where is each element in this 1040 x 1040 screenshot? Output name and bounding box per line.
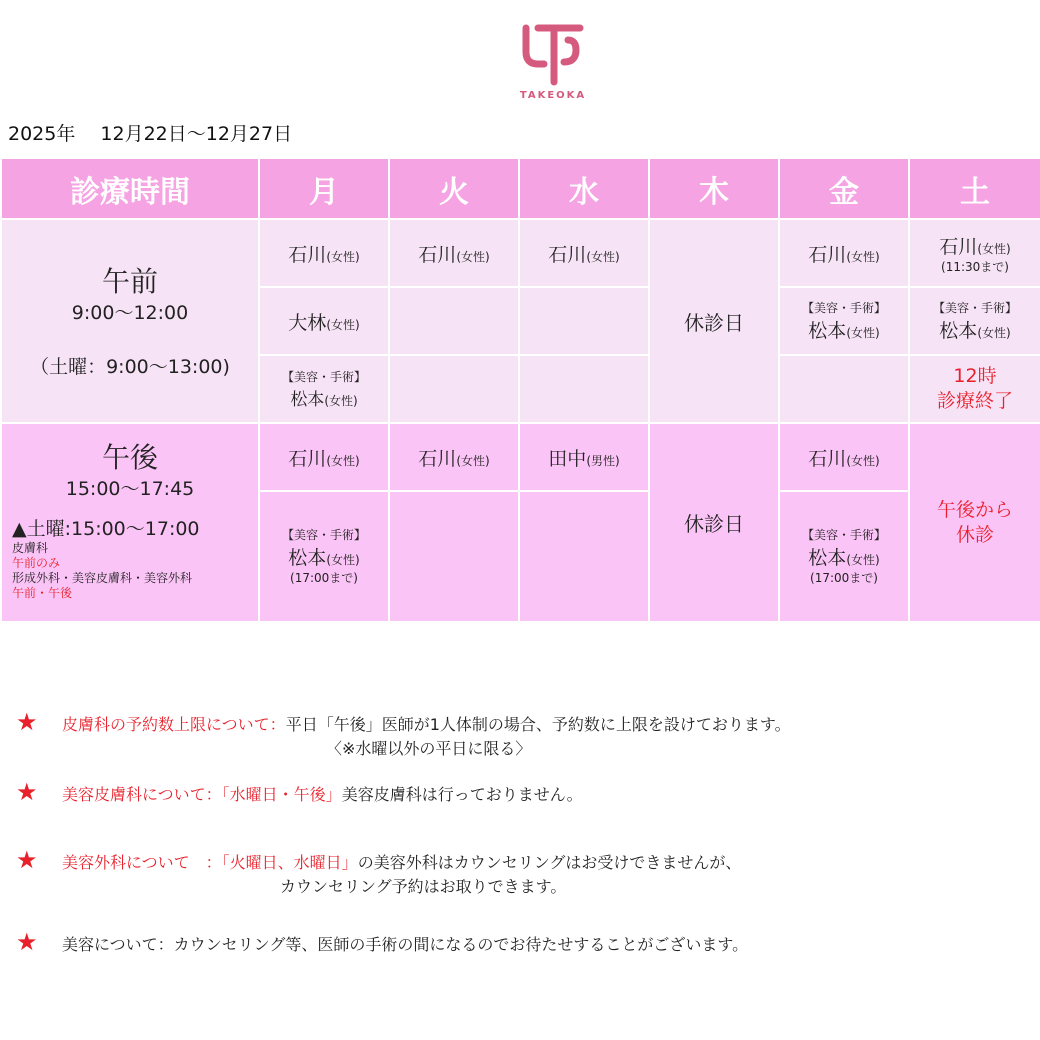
note-2-body: 美容皮膚科は行っておりません。 bbox=[341, 785, 583, 804]
header-mon: 月 bbox=[259, 158, 389, 219]
header-hours: 診療時間 bbox=[1, 158, 259, 219]
pm1-fri: 石川(女性) bbox=[779, 423, 909, 491]
note-3-title: 美容外科について ：「火曜日、水曜日」 bbox=[62, 853, 358, 872]
am3-wed bbox=[519, 355, 649, 423]
am3-fri bbox=[779, 355, 909, 423]
am-thu-closed: 休診日 bbox=[649, 219, 779, 423]
header-fri: 金 bbox=[779, 158, 909, 219]
am2-tue bbox=[389, 287, 519, 355]
afternoon-note-1: 皮膚科 bbox=[12, 541, 49, 555]
pm-thu-closed: 休診日 bbox=[649, 423, 779, 622]
pm-sat-closed: 午後から 休診 bbox=[909, 423, 1040, 622]
afternoon-row-1 bbox=[1, 423, 1040, 491]
morning-label-cell bbox=[1, 219, 259, 423]
pm2-fri: 【美容・手術】 松本(女性) (17:00まで) bbox=[779, 491, 909, 622]
star-icon: ★ bbox=[16, 846, 38, 874]
am1-tue: 石川(女性) bbox=[389, 219, 519, 287]
header-sat: 土 bbox=[909, 158, 1040, 219]
note-3-body: の美容外科はカウンセリングはお受けできませんが、 bbox=[357, 853, 742, 872]
star-icon: ★ bbox=[16, 708, 38, 736]
note-1-body: 平日「午後」医師が1人体制の場合、予約数に上限を設けております。 bbox=[285, 715, 791, 734]
morning-label: 午前 bbox=[101, 264, 158, 298]
pm1-tue: 石川(女性) bbox=[389, 423, 519, 491]
pm2-mon: 【美容・手術】 松本(女性) (17:00まで) bbox=[259, 491, 389, 622]
am3-mon: 【美容・手術】 松本(女性) bbox=[259, 355, 389, 423]
afternoon-note-2: 午前のみ bbox=[12, 556, 61, 570]
schedule-table bbox=[0, 157, 1040, 623]
note-1-sub: 〈※水曜以外の平日に限る〉 bbox=[326, 739, 532, 758]
am3-sat: 12時 診療終了 bbox=[909, 355, 1040, 423]
am1-wed: 石川(女性) bbox=[519, 219, 649, 287]
header-row bbox=[1, 158, 1040, 219]
pm2-wed bbox=[519, 491, 649, 622]
star-icon: ★ bbox=[16, 928, 38, 956]
am1-mon: 石川(女性) bbox=[259, 219, 389, 287]
morning-saturday-hours: （土曜：9:00～13:00) bbox=[30, 355, 230, 378]
afternoon-hours: 15:00～17:45 bbox=[65, 478, 195, 500]
am2-mon: 大林(女性) bbox=[259, 287, 389, 355]
am1-fri: 石川(女性) bbox=[779, 219, 909, 287]
date-range: 2025年 12月22日～12月27日 bbox=[8, 123, 293, 145]
am1-sat: 石川(女性) (11:30まで) bbox=[909, 219, 1040, 287]
note-4-body: 美容について：カウンセリング等、医師の手術の間になるのでお待たせすることがございます。 bbox=[62, 935, 749, 954]
morning-hours: 9:00～12:00 bbox=[71, 301, 189, 324]
header-tue: 火 bbox=[389, 158, 519, 219]
am2-sat: 【美容・手術】 松本(女性) bbox=[909, 287, 1040, 355]
afternoon-saturday-hours: ▲土曜:15:00～17:00 bbox=[12, 518, 200, 540]
takeoka-logo-icon bbox=[518, 22, 588, 88]
pm1-wed: 田中(男性) bbox=[519, 423, 649, 491]
afternoon-note-3: 形成外科・美容皮膚科・美容外科 bbox=[12, 571, 193, 585]
note-3-sub: カウンセリング予約はお取りできます。 bbox=[280, 877, 567, 896]
afternoon-label: 午後 bbox=[101, 441, 158, 474]
am3-tue bbox=[389, 355, 519, 423]
am2-wed bbox=[519, 287, 649, 355]
pm2-tue bbox=[389, 491, 519, 622]
afternoon-label-cell bbox=[1, 423, 259, 622]
am2-fri: 【美容・手術】 松本(女性) bbox=[779, 287, 909, 355]
note-1-title: 皮膚科の予約数上限について： bbox=[62, 715, 286, 734]
takeoka-logo bbox=[518, 22, 588, 104]
afternoon-note-4: 午前・午後 bbox=[12, 586, 73, 600]
header-thu: 木 bbox=[649, 158, 779, 219]
note-2-title: 美容皮膚科について：「水曜日・午後」 bbox=[62, 785, 342, 804]
pm1-mon: 石川(女性) bbox=[259, 423, 389, 491]
header-wed: 水 bbox=[519, 158, 649, 219]
morning-row-1 bbox=[1, 219, 1040, 287]
star-icon: ★ bbox=[16, 778, 38, 806]
logo-text: TAKEOKA bbox=[519, 90, 587, 101]
